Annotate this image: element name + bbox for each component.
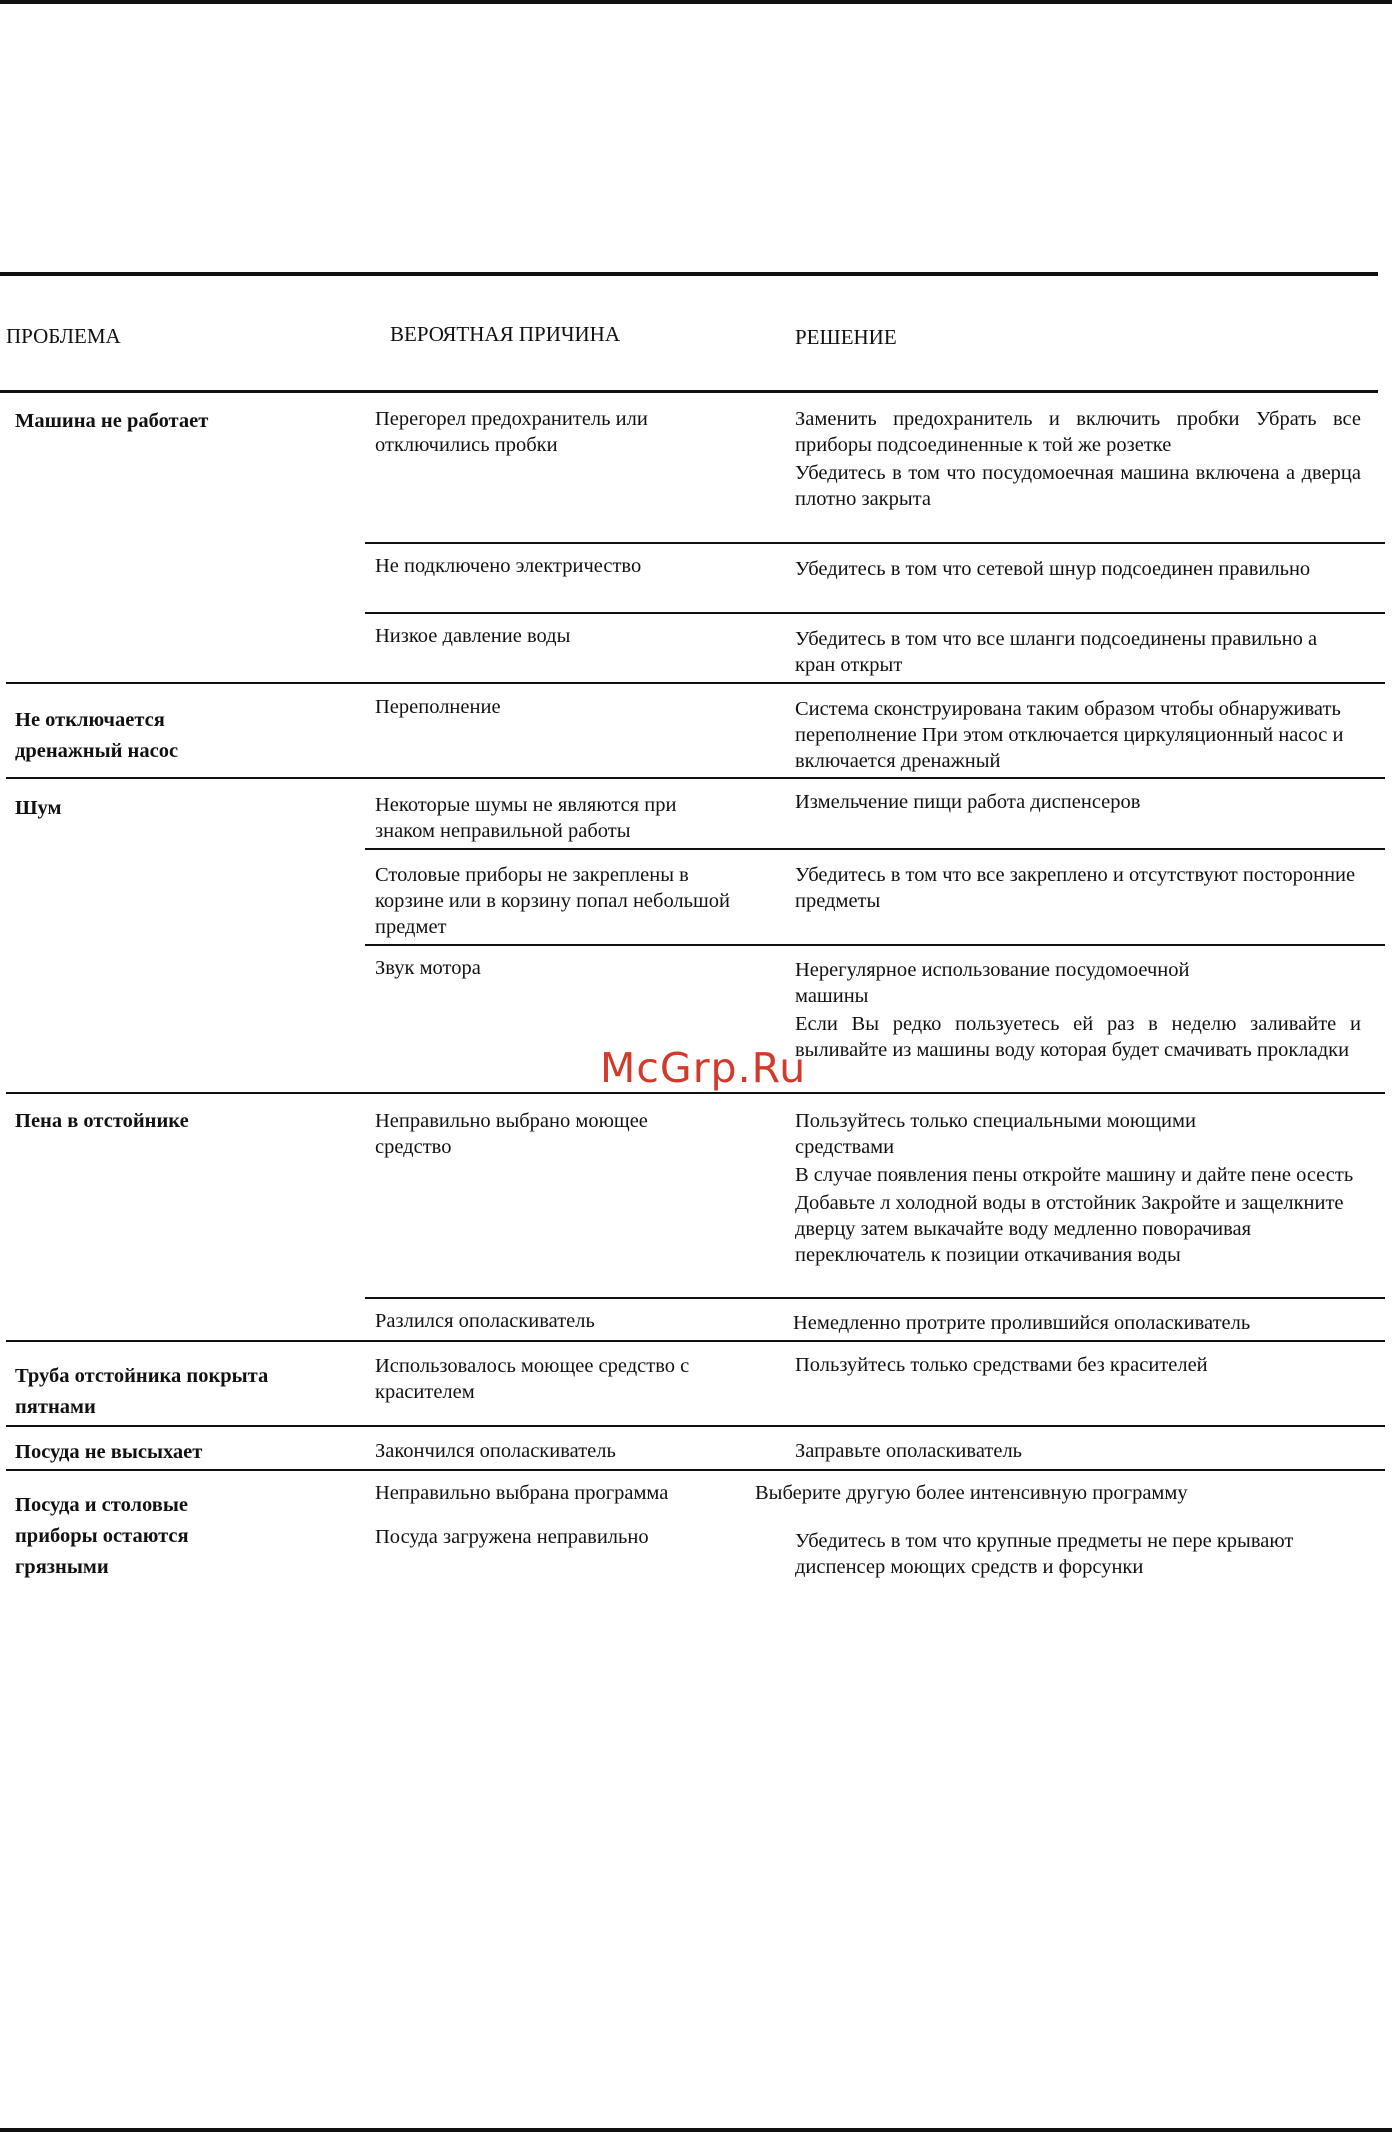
problem-label: Посуда не высыхает <box>15 1441 203 1463</box>
solution-paragraph: Пользуйтесь только специальными моющими средствами <box>795 1110 1196 1158</box>
cause-divider <box>365 612 1385 614</box>
solution-text: Немедленно протрите пролившийся ополаскиватель <box>793 1312 1251 1334</box>
header-bottom-rule <box>0 390 1378 393</box>
row-divider <box>6 1092 1385 1094</box>
cause-divider <box>365 542 1385 544</box>
solution-paragraph: В случае появления пены откройте машину и дайте пене осесть <box>795 1164 1354 1186</box>
problem-label: Не отключается дренажный насос <box>15 709 179 762</box>
cause-label: Низкое давление воды <box>375 625 571 647</box>
header-problem: ПРОБЛЕМА <box>6 324 121 348</box>
solution-text: Убедитесь в том что все закреплено и отсутствуют посторонние предметы <box>795 864 1356 912</box>
solution-text: Убедитесь в том что все шланги подсоединены правильно а кран открыт <box>795 628 1318 676</box>
solution-paragraph: Нерегулярное использование посудомоечной машины <box>795 959 1190 1007</box>
problem-label: Шум <box>15 797 62 819</box>
cause-label: Неправильно выбрана программа <box>375 1482 669 1504</box>
solution-text: Убедитесь в том что сетевой шнур подсоединен правильно <box>795 558 1311 580</box>
row-divider <box>6 1469 1385 1471</box>
row-divider <box>6 1340 1385 1342</box>
problem-label: Посуда и столовые приборы остаются грязными <box>15 1494 189 1578</box>
table-top-rule <box>0 272 1378 276</box>
row-divider <box>6 777 1385 779</box>
cause-label: Некоторые шумы не являются при знаком неправильной работы <box>375 794 677 842</box>
solution-text: Убедитесь в том что крупные предметы не пере крывают диспенсер моющих средств и форсунки <box>795 1530 1294 1578</box>
solution-paragraph: Если Вы редко пользуетесь ей раз в неделю заливайте и выливайте из машины воду которая будет смачивать прокладки <box>795 1013 1361 1061</box>
cause-label: Перегорел предохранитель или отключились пробки <box>375 408 648 456</box>
row-divider <box>6 682 1385 684</box>
problem-label: Пена в отстойнике <box>15 1110 189 1132</box>
cause-label: Неправильно выбрано моющее средство <box>375 1110 648 1158</box>
top-border <box>0 0 1392 4</box>
watermark-logo: McGrp.Ru <box>600 1044 807 1092</box>
cause-divider <box>365 848 1385 850</box>
solution-paragraph: Добавьте л холодной воды в отстойник Закройте и защелкните дверцу затем выкачайте воду медленно поворачивая переключатель к позиции откачивания воды <box>795 1192 1344 1266</box>
problem-label: Машина не работает <box>15 410 209 432</box>
bottom-border <box>0 2128 1392 2132</box>
cause-label: Столовые приборы не закреплены в корзине или в корзину попал небольшой предмет <box>375 864 731 938</box>
cause-divider <box>365 1297 1385 1299</box>
header-solution: РЕШЕНИЕ <box>795 325 897 349</box>
solution-text: Измельчение пищи работа диспенсеров <box>795 791 1141 813</box>
cause-label: Закончился ополаскиватель <box>375 1440 616 1462</box>
solution-paragraph: Заменить предохранитель и включить пробки Убрать все приборы подсоединенные к той же розетке <box>795 408 1361 456</box>
cause-label: Посуда загружена неправильно <box>375 1526 649 1548</box>
solution-text: Заправьте ополаскиватель <box>795 1440 1023 1462</box>
cause-label: Переполнение <box>375 696 501 718</box>
solution-text: Система сконструирована таким образом чтобы обнаруживать переполнение При этом отключается циркуляционный насос и включается дренажный <box>795 698 1344 772</box>
cause-label: Не подключено электричество <box>375 555 642 577</box>
cause-divider <box>365 944 1385 946</box>
header-cause: ВЕРОЯТНАЯ ПРИЧИНА <box>390 322 621 346</box>
cause-label: Разлился ополаскиватель <box>375 1310 595 1332</box>
solution-text: Пользуйтесь только средствами без красителей <box>795 1354 1208 1376</box>
solution-text <box>795 1108 1361 1270</box>
cause-label: Использовалось моющее средство с красителем <box>375 1355 690 1403</box>
row-divider <box>6 1425 1385 1427</box>
problem-label: Труба отстойника покрыта пятнами <box>15 1365 269 1418</box>
cause-label: Звук мотора <box>375 957 481 979</box>
solution-text <box>795 957 1361 1065</box>
solution-text: Выберите другую более интенсивную программу <box>755 1482 1188 1504</box>
solution-text <box>795 406 1361 514</box>
solution-paragraph: Убедитесь в том что посудомоечная машина включена а дверца плотно закрыта <box>795 462 1361 510</box>
